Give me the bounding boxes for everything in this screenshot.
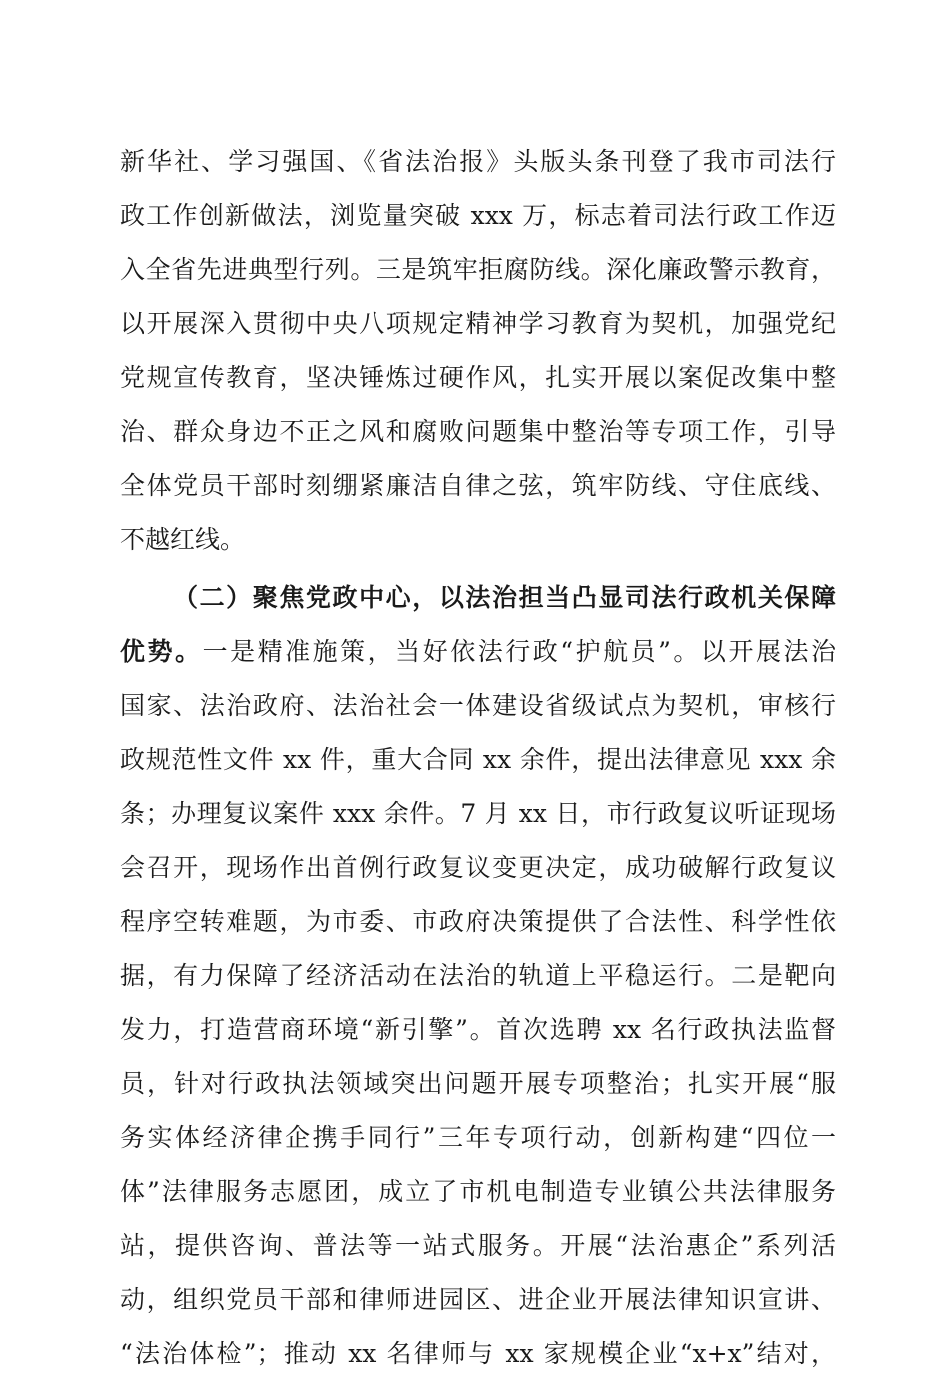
- paragraph-line: 员，针对行政执法领域突出问题开展专项整治；扎实开展“服: [120, 1069, 836, 1098]
- paragraph-line: 发力，打造营商环境“新引擎”。首次选聘 xx 名行政执法监督: [120, 1015, 836, 1044]
- paragraph-line: 会召开，现场作出首例行政复议变更决定，成功破解行政复议: [120, 853, 836, 882]
- paragraph-line: 据，有力保障了经济活动在法治的轨道上平稳运行。二是靶向: [120, 961, 836, 990]
- paragraph-line: 程序空转难题，为市委、市政府决策提供了合法性、科学性依: [120, 907, 836, 936]
- section-heading: （二）聚焦党政中心，以法治担当凸显司法行政机关保障: [173, 583, 836, 612]
- paragraph-line: “法治体检”；推动 xx 名律师与 xx 家规模企业“x+x”结对，: [120, 1339, 836, 1368]
- paragraph-line: 体”法律服务志愿团，成立了市机电制造专业镇公共法律服务: [120, 1177, 836, 1206]
- section-heading-continuation: [120, 630, 836, 674]
- paragraph-line-end: 不越红线。: [120, 525, 246, 554]
- paragraph-line: 务实体经济律企携手同行”三年专项行动，创新构建“四位一: [120, 1123, 836, 1152]
- paragraph-line: 政规范性文件 xx 件，重大合同 xx 余件，提出法律意见 xxx 余: [120, 745, 836, 774]
- paragraph-text: 一是精准施策，当好依法行政“护航员”。以开展法治: [202, 637, 836, 666]
- paragraph-line: 党规宣传教育，坚决锤炼过硬作风，扎实开展以案促改集中整: [120, 363, 836, 392]
- paragraph-line: 治、群众身边不正之风和腐败问题集中整治等专项工作，引导: [120, 417, 836, 446]
- paragraph-line: 以开展深入贯彻中央八项规定精神学习教育为契机，加强党纪: [120, 309, 836, 338]
- section-heading-end: 优势。: [120, 637, 203, 666]
- paragraph-line: 站，提供咨询、普法等一站式服务。开展“法治惠企”系列活: [120, 1231, 836, 1260]
- paragraph-line: 动，组织党员干部和律师进园区、进企业开展法律知识宣讲、: [120, 1285, 836, 1314]
- paragraph-line: 入全省先进典型行列。三是筑牢拒腐防线。深化廉政警示教育，: [120, 255, 836, 284]
- paragraph-line: 新华社、学习强国、《省法治报》头版头条刊登了我市司法行: [120, 147, 836, 176]
- paragraph-line: 政工作创新做法，浏览量突破 xxx 万，标志着司法行政工作迈: [120, 201, 836, 230]
- paragraph-line: 国家、法治政府、法治社会一体建设省级试点为契机，审核行: [120, 691, 836, 720]
- paragraph-line: 全体党员干部时刻绷紧廉洁自律之弦，筑牢防线、守住底线、: [120, 471, 836, 500]
- paragraph-line: 条；办理复议案件 xxx 余件。7 月 xx 日，市行政复议听证现场: [120, 799, 836, 828]
